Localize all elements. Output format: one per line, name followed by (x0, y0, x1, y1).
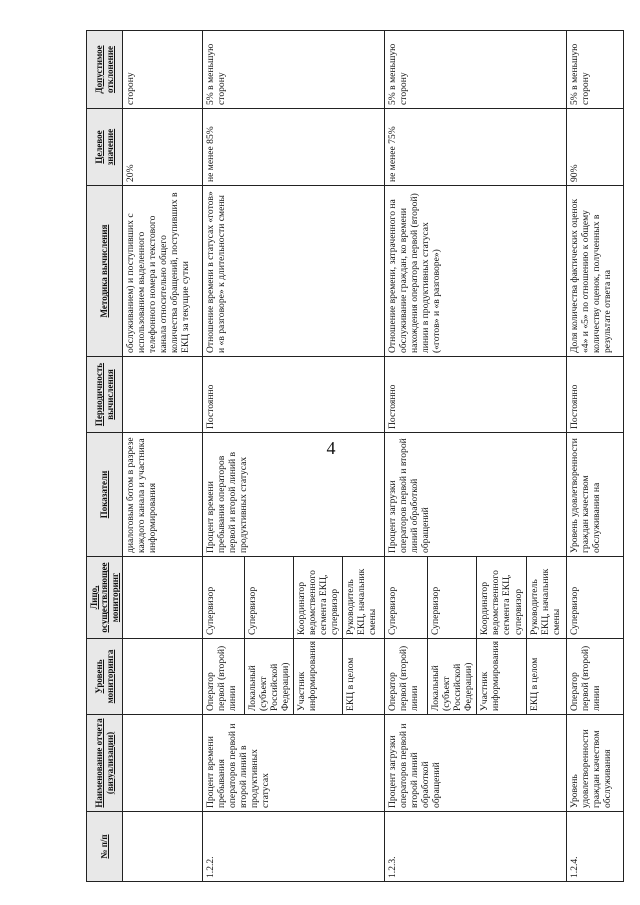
cell-method: Доля количества фактических оценок «4» и «5» по отношению к общему количеству оценок, полученных в результате ответа на (566, 186, 623, 357)
table-row-1-2-2 (203, 31, 245, 882)
header-row (87, 31, 123, 882)
cell-method: обслуживанием) и поступивших с использованием выделенного телефонного номера и текстового канала относительно общего количества обращений, поступивших в ЕКЦ за текущие сутки (123, 186, 203, 357)
col-header-deviation: Допустимое отклонение (87, 31, 123, 109)
cell-level: Локальный (субъект Российской Федерации) (245, 639, 294, 715)
rotated-table-wrapper (86, 31, 613, 882)
page-number: 4 (326, 438, 336, 458)
cell-level: Оператор первой (второй) линии (203, 639, 245, 715)
cell-target: не менее 75% (385, 109, 566, 186)
cell-deviation: 5% в меньшую сторону (203, 31, 385, 109)
cell-person: Супервизор (428, 557, 477, 639)
cell-name: Процент времени пребывания операторов первой и второй линий в продуктивных статусах (203, 715, 385, 812)
cell-level: ЕКЦ в целом (526, 639, 566, 715)
cell-indicator: Процент загрузки операторов первой и второй линий обработкой обращений (385, 433, 566, 557)
table-row-1-2-3 (385, 31, 428, 882)
cell-level (123, 639, 203, 715)
cell-period: Постоянно (203, 357, 385, 433)
col-header-target: Целевое значение (87, 109, 123, 186)
cell-method: Отношение времени в статусах «готов» и «в разговоре» к длительности смены (203, 186, 385, 357)
cell-person: Руководитель ЕКЦ, начальник смены (526, 557, 566, 639)
cell-person: Супервизор (203, 557, 245, 639)
cell-num: 1.2.3. (385, 812, 566, 882)
col-header-report-name: Наименование отчета (визуализации) (87, 715, 123, 812)
table-row-1-2-4 (566, 31, 623, 882)
cell-level: ЕКЦ в целом (343, 639, 385, 715)
cell-target: 90% (566, 109, 623, 186)
col-header-person: Лицо, осуществляющее мониторинг (87, 557, 123, 639)
cell-person: Координатор ведомственного сегмента ЕКЦ, супервизор (477, 557, 526, 639)
col-header-period: Периодичность вычисления (87, 357, 123, 433)
cell-level: Локальный (субъект Российской Федерации) (428, 639, 477, 715)
monitoring-table (86, 30, 624, 882)
col-header-indicators: Показатели (87, 433, 123, 557)
cell-level: Оператор первой (второй) линии (566, 639, 623, 715)
cell-indicator: Процент времени пребывания операторов первой и второй линий в продуктивных статусах (203, 433, 385, 557)
cell-person: Супервизор (566, 557, 623, 639)
cell-level: Участник информирования (294, 639, 343, 715)
cell-method: Отношение времени, затраченного на обслуживание граждан, ко времени нахождения оператора первой (второй) линии в продуктивных статусах («готов» и «в разговоре») (385, 186, 566, 357)
cell-period: Постоянно (566, 357, 623, 433)
cell-period: Постоянно (385, 357, 566, 433)
cell-person: Руководитель ЕКЦ, начальник смены (343, 557, 385, 639)
cell-level: Оператор первой (второй) линии (385, 639, 428, 715)
cell-target: не менее 85% (203, 109, 385, 186)
cell-name: Уровень удовлетворенности граждан качеством обслуживания (566, 715, 623, 812)
cell-name (123, 715, 203, 812)
cell-num (123, 812, 203, 882)
cell-num: 1.2.2. (203, 812, 385, 882)
cell-deviation: сторону (123, 31, 203, 109)
cell-person (123, 557, 203, 639)
cell-person: Супервизор (385, 557, 428, 639)
table-row-continuation (123, 31, 203, 882)
col-header-level: Уровень мониторинга (87, 639, 123, 715)
cell-indicator: Уровень удовлетворенности граждан качеством обслуживания на (566, 433, 623, 557)
cell-name: Процент загрузки операторов первой и второй линий обработкой обращений (385, 715, 566, 812)
cell-num: 1.2.4. (566, 812, 623, 882)
col-header-method: Методика вычисления (87, 186, 123, 357)
cell-target: 20% (123, 109, 203, 186)
cell-level: Участник информирования (477, 639, 526, 715)
cell-indicator: диалоговым ботом в разрезе каждого канала и участника информирования (123, 433, 203, 557)
cell-period (123, 357, 203, 433)
cell-deviation: 5% в меньшую сторону (385, 31, 566, 109)
cell-deviation: 5% в меньшую сторону (566, 31, 623, 109)
cell-person: Супервизор (245, 557, 294, 639)
cell-person: Координатор ведомственного сегмента ЕКЦ, супервизор (294, 557, 343, 639)
col-header-num: № п/п (87, 812, 123, 882)
